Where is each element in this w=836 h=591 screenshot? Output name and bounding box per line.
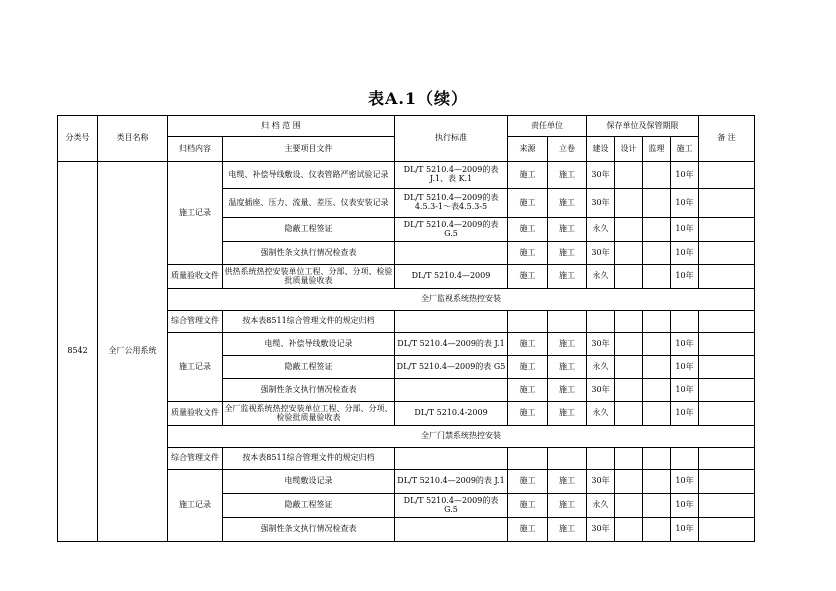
header-filing: 立卷 xyxy=(548,137,587,162)
file-cell: 温度插座、压力、流量、差压、仪表安装记录 xyxy=(223,189,395,218)
header-design: 设计 xyxy=(615,137,643,162)
design-cell xyxy=(615,189,643,218)
standard-cell xyxy=(395,448,508,470)
builder-cell: 10年 xyxy=(671,333,699,356)
filing-cell: 施工 xyxy=(548,265,587,289)
remarks-cell xyxy=(699,518,755,542)
standard-cell: DL/T 5210.4—2009的表 J.1 xyxy=(395,333,508,356)
source-cell: 施工 xyxy=(508,189,548,218)
design-cell xyxy=(615,470,643,494)
file-cell: 隐蔽工程签证 xyxy=(223,494,395,518)
builder-cell: 10年 xyxy=(671,494,699,518)
builder-cell xyxy=(671,311,699,333)
standard-cell: DL/T 5210.4—2009的表 J.1、表 K.1 xyxy=(395,162,508,189)
supervision-cell xyxy=(643,470,671,494)
source-cell: 施工 xyxy=(508,333,548,356)
supervision-cell xyxy=(643,242,671,265)
standard-cell xyxy=(395,379,508,402)
design-cell xyxy=(615,379,643,402)
content-label: 综合管理文件 xyxy=(168,448,223,470)
section-title: 全厂监视系统热控安装 xyxy=(168,289,755,311)
header-category-name: 类目名称 xyxy=(98,116,168,162)
header-source: 来源 xyxy=(508,137,548,162)
remarks-cell xyxy=(699,494,755,518)
builder-cell: 10年 xyxy=(671,265,699,289)
filing-cell: 施工 xyxy=(548,379,587,402)
content-label: 质量验收文件 xyxy=(168,265,223,289)
header-supervision: 监理 xyxy=(643,137,671,162)
builder-cell: 10年 xyxy=(671,379,699,402)
supervision-cell xyxy=(643,356,671,379)
remarks-cell xyxy=(699,218,755,242)
construction-unit-cell: 30年 xyxy=(587,333,615,356)
filing-cell: 施工 xyxy=(548,494,587,518)
source-cell xyxy=(508,311,548,333)
construction-unit-cell: 永久 xyxy=(587,494,615,518)
source-cell: 施工 xyxy=(508,470,548,494)
remarks-cell xyxy=(699,162,755,189)
source-cell: 施工 xyxy=(508,379,548,402)
remarks-cell xyxy=(699,470,755,494)
construction-unit-cell: 永久 xyxy=(587,218,615,242)
file-cell: 强制性条文执行情况检查表 xyxy=(223,518,395,542)
header-standard: 执行标准 xyxy=(395,116,508,162)
supervision-cell xyxy=(643,162,671,189)
design-cell xyxy=(615,333,643,356)
standard-cell xyxy=(395,311,508,333)
remarks-cell xyxy=(699,448,755,470)
supervision-cell xyxy=(643,265,671,289)
header-content: 归档内容 xyxy=(168,137,223,162)
source-cell: 施工 xyxy=(508,402,548,426)
content-label: 质量验收文件 xyxy=(168,402,223,426)
filing-cell: 施工 xyxy=(548,402,587,426)
file-cell: 电缆、补偿导线敷设记录 xyxy=(223,333,395,356)
file-cell: 按本表8511综合管理文件的规定归档 xyxy=(223,448,395,470)
filing-cell: 施工 xyxy=(548,333,587,356)
builder-cell xyxy=(671,448,699,470)
source-cell xyxy=(508,448,548,470)
remarks-cell xyxy=(699,356,755,379)
file-cell: 按本表8511综合管理文件的规定归档 xyxy=(223,311,395,333)
file-cell: 电缆、补偿导线敷设、仪表管路严密试验记录 xyxy=(223,162,395,189)
design-cell xyxy=(615,242,643,265)
standard-cell: DL/T 5210.4—2009 xyxy=(395,265,508,289)
construction-unit-cell: 30年 xyxy=(587,162,615,189)
source-cell: 施工 xyxy=(508,494,548,518)
filing-cell: 施工 xyxy=(548,162,587,189)
header-construction-unit: 建设 xyxy=(587,137,615,162)
remarks-cell xyxy=(699,265,755,289)
content-label: 施工记录 xyxy=(168,470,223,542)
standard-cell: DL/T 5210.4—2009的表 G5 xyxy=(395,356,508,379)
header-scope: 归 档 范 围 xyxy=(168,116,395,137)
builder-cell: 10年 xyxy=(671,402,699,426)
construction-unit-cell: 永久 xyxy=(587,402,615,426)
file-cell: 供热系统热控安装单位工程、分部、分项、检验批质量验收表 xyxy=(223,265,395,289)
table-row xyxy=(58,162,755,189)
construction-unit-cell xyxy=(587,311,615,333)
supervision-cell xyxy=(643,218,671,242)
content-label: 施工记录 xyxy=(168,162,223,265)
header-row-1 xyxy=(58,116,755,137)
header-resp-unit: 责任单位 xyxy=(508,116,587,137)
source-cell: 施工 xyxy=(508,518,548,542)
remarks-cell xyxy=(699,242,755,265)
design-cell xyxy=(615,311,643,333)
construction-unit-cell: 30年 xyxy=(587,189,615,218)
filing-cell: 施工 xyxy=(548,189,587,218)
construction-unit-cell: 永久 xyxy=(587,265,615,289)
header-remarks: 备 注 xyxy=(699,116,755,162)
remarks-cell xyxy=(699,402,755,426)
content-label: 综合管理文件 xyxy=(168,311,223,333)
source-cell: 施工 xyxy=(508,265,548,289)
header-builder: 施工 xyxy=(671,137,699,162)
design-cell xyxy=(615,356,643,379)
construction-unit-cell: 30年 xyxy=(587,242,615,265)
standard-cell: DL/T 5210.4—2009的表4.5.3-1～表4.5.3-5 xyxy=(395,189,508,218)
construction-unit-cell xyxy=(587,448,615,470)
construction-unit-cell: 永久 xyxy=(587,356,615,379)
supervision-cell xyxy=(643,518,671,542)
remarks-cell xyxy=(699,333,755,356)
filing-cell: 施工 xyxy=(548,242,587,265)
builder-cell: 10年 xyxy=(671,189,699,218)
builder-cell: 10年 xyxy=(671,356,699,379)
design-cell xyxy=(615,162,643,189)
builder-cell: 10年 xyxy=(671,242,699,265)
header-retention: 保存单位及保管期限 xyxy=(587,116,699,137)
filing-cell xyxy=(548,448,587,470)
remarks-cell xyxy=(699,189,755,218)
filing-cell: 施工 xyxy=(548,470,587,494)
design-cell xyxy=(615,218,643,242)
file-cell: 强制性条文执行情况检查表 xyxy=(223,379,395,402)
standard-cell: DL/T 5210.4—2009的表 G.5 xyxy=(395,494,508,518)
supervision-cell xyxy=(643,311,671,333)
content-label: 施工记录 xyxy=(168,333,223,402)
builder-cell: 10年 xyxy=(671,470,699,494)
construction-unit-cell: 30年 xyxy=(587,379,615,402)
supervision-cell xyxy=(643,402,671,426)
source-cell: 施工 xyxy=(508,242,548,265)
page-title: 表A.1（续） xyxy=(367,89,469,108)
design-cell xyxy=(615,448,643,470)
source-cell: 施工 xyxy=(508,162,548,189)
design-cell xyxy=(615,265,643,289)
remarks-cell xyxy=(699,311,755,333)
supervision-cell xyxy=(643,494,671,518)
file-cell: 强制性条文执行情况检查表 xyxy=(223,242,395,265)
supervision-cell xyxy=(643,333,671,356)
filing-cell: 施工 xyxy=(548,218,587,242)
design-cell xyxy=(615,402,643,426)
standard-cell: DL/T 5210.4—2009的表 J.1 xyxy=(395,470,508,494)
standard-cell xyxy=(395,242,508,265)
construction-unit-cell: 30年 xyxy=(587,470,615,494)
standard-cell: DL/T 5210.4—2009的表 G.5 xyxy=(395,218,508,242)
design-cell xyxy=(615,494,643,518)
header-main-files: 主要项目文件 xyxy=(223,137,395,162)
category-name: 全厂公用系统 xyxy=(98,162,168,542)
builder-cell: 10年 xyxy=(671,518,699,542)
construction-unit-cell: 30年 xyxy=(587,518,615,542)
file-cell: 隐蔽工程签证 xyxy=(223,356,395,379)
filing-cell: 施工 xyxy=(548,356,587,379)
supervision-cell xyxy=(643,379,671,402)
design-cell xyxy=(615,518,643,542)
category-code: 8542 xyxy=(58,162,98,542)
file-cell: 全厂监视系统热控安装单位工程、分部、分项、检验批质量验收表 xyxy=(223,402,395,426)
remarks-cell xyxy=(699,379,755,402)
standard-cell: DL/T 5210.4-2009 xyxy=(395,402,508,426)
source-cell: 施工 xyxy=(508,218,548,242)
supervision-cell xyxy=(643,448,671,470)
file-cell: 电缆敷设记录 xyxy=(223,470,395,494)
source-cell: 施工 xyxy=(508,356,548,379)
section-title: 全厂门禁系统热控安装 xyxy=(168,426,755,448)
filing-cell xyxy=(548,311,587,333)
builder-cell: 10年 xyxy=(671,218,699,242)
archive-table xyxy=(57,115,755,542)
file-cell: 隐蔽工程签证 xyxy=(223,218,395,242)
supervision-cell xyxy=(643,189,671,218)
header-code: 分类号 xyxy=(58,116,98,162)
standard-cell xyxy=(395,518,508,542)
builder-cell: 10年 xyxy=(671,162,699,189)
filing-cell: 施工 xyxy=(548,518,587,542)
